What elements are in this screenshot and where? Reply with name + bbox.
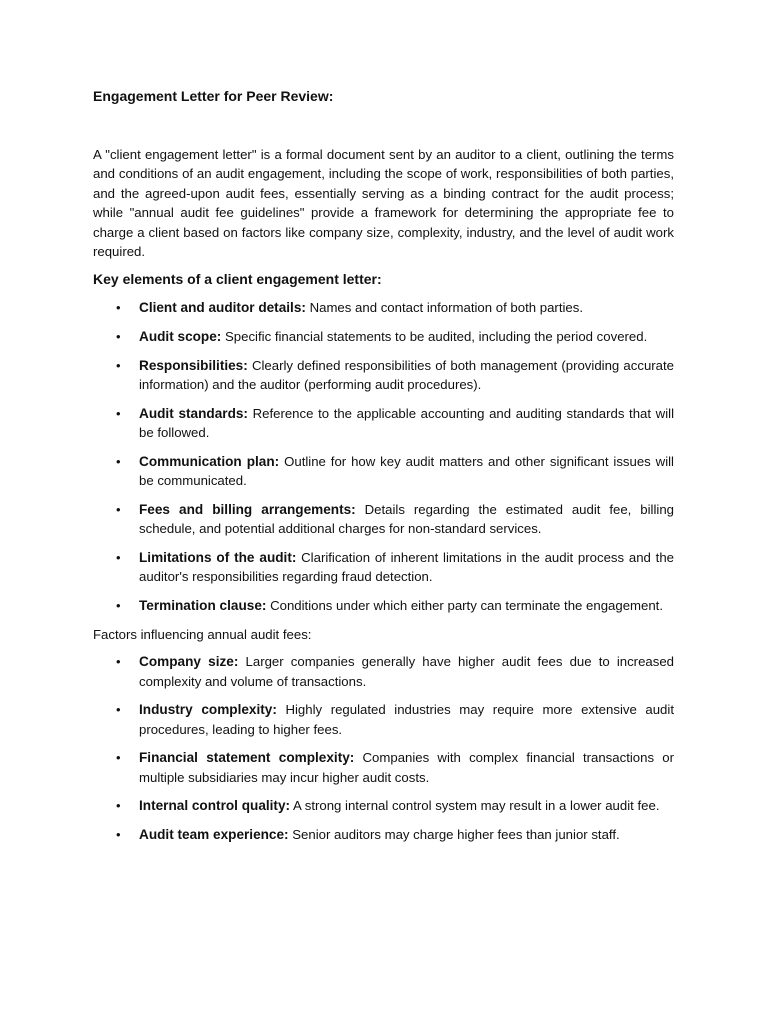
list-item	[93, 825, 674, 844]
list-item	[93, 548, 674, 587]
list-item-text: Companies with complex financial transactions or multiple subsidiaries may incur higher audit costs.	[139, 750, 674, 785]
key-elements-heading: Key elements of a client engagement letter:	[93, 271, 382, 288]
intro-paragraph: A "client engagement letter" is a formal document sent by an auditor to a client, outlining the terms and conditions of an audit engagement, including the scope of work, responsibilities of both parties, and the agreed-upon audit fees, essentially serving as a binding contract for the audit process; while "annual audit fee guidelines" provide a framework for determining the appropriate fee to charge a client based on factors like company size, complexity, industry, and the level of audit work required.	[93, 147, 674, 260]
list-item-term: Internal control quality:	[139, 798, 291, 814]
bullet-icon: •	[116, 300, 121, 316]
list-item	[93, 500, 674, 539]
list-item-text: Highly regulated industries may require more extensive audit procedures, leading to higher fees.	[139, 702, 674, 737]
bullet-icon: •	[116, 597, 121, 613]
list-item-text: Specific financial statements to be audited, including the period covered.	[221, 329, 648, 345]
bullet-icon: •	[116, 654, 121, 670]
list-item-text: Clearly defined responsibilities of both management (providing accurate information) and the auditor (performing audit procedures).	[139, 357, 674, 393]
list-item-term: Audit scope:	[139, 329, 222, 345]
bullet-icon: •	[116, 453, 121, 469]
list-item-text: Reference to the applicable accounting and auditing standards that will be followed.	[139, 405, 674, 441]
list-item-text: Conditions under which either party can terminate the engagement.	[266, 597, 664, 613]
bullet-icon: •	[116, 702, 121, 718]
list-item-term: Financial statement complexity:	[139, 750, 355, 766]
list-item	[93, 796, 674, 815]
list-item	[93, 298, 674, 317]
list-item-text: Clarification of inherent limitations in the audit process and the auditor's responsibilities regarding fraud detection.	[139, 549, 674, 585]
list-item-term: Industry complexity:	[139, 702, 277, 718]
bullet-icon: •	[116, 405, 121, 421]
document-page	[93, 86, 674, 854]
list-item	[93, 700, 674, 739]
list-item	[93, 327, 674, 346]
list-item-term: Communication plan:	[139, 453, 280, 469]
bullet-icon: •	[116, 750, 121, 766]
list-item-term: Audit standards:	[139, 405, 248, 421]
list-item	[93, 652, 674, 691]
key-elements-list	[93, 298, 674, 615]
list-item-term: Fees and billing arrangements:	[139, 501, 356, 517]
factors-heading: Factors influencing annual audit fees:	[93, 627, 312, 643]
bullet-icon: •	[116, 501, 121, 517]
bullet-icon: •	[116, 357, 121, 373]
list-item	[93, 404, 674, 443]
list-item-text: Details regarding the estimated audit fee, billing schedule, and potential additional charges for non-standard services.	[139, 501, 674, 537]
list-item-term: Termination clause:	[139, 597, 267, 613]
list-item-term: Audit team experience:	[139, 827, 289, 843]
list-item-term: Client and auditor details:	[139, 300, 306, 316]
list-item	[93, 452, 674, 491]
list-item	[93, 356, 674, 395]
list-item-term: Responsibilities:	[139, 357, 248, 373]
list-item-text: Names and contact information of both parties.	[305, 300, 584, 316]
factors-list	[93, 652, 674, 844]
document-title: Engagement Letter for Peer Review:	[93, 88, 334, 104]
list-item-text: Larger companies generally have higher audit fees due to increased complexity and volume of transactions.	[139, 654, 675, 689]
bullet-icon: •	[116, 549, 121, 565]
list-item-term: Limitations of the audit:	[139, 549, 297, 565]
list-item-term: Company size:	[139, 654, 239, 670]
list-item	[93, 748, 674, 787]
list-item	[93, 596, 674, 615]
bullet-icon: •	[116, 798, 121, 814]
list-item-text: Outline for how key audit matters and other significant issues will be communicated.	[139, 453, 674, 489]
list-item-text: A strong internal control system may result in a lower audit fee.	[290, 798, 660, 814]
bullet-icon: •	[116, 827, 121, 843]
list-item-text: Senior auditors may charge higher fees than junior staff.	[288, 827, 620, 843]
bullet-icon: •	[116, 329, 121, 345]
